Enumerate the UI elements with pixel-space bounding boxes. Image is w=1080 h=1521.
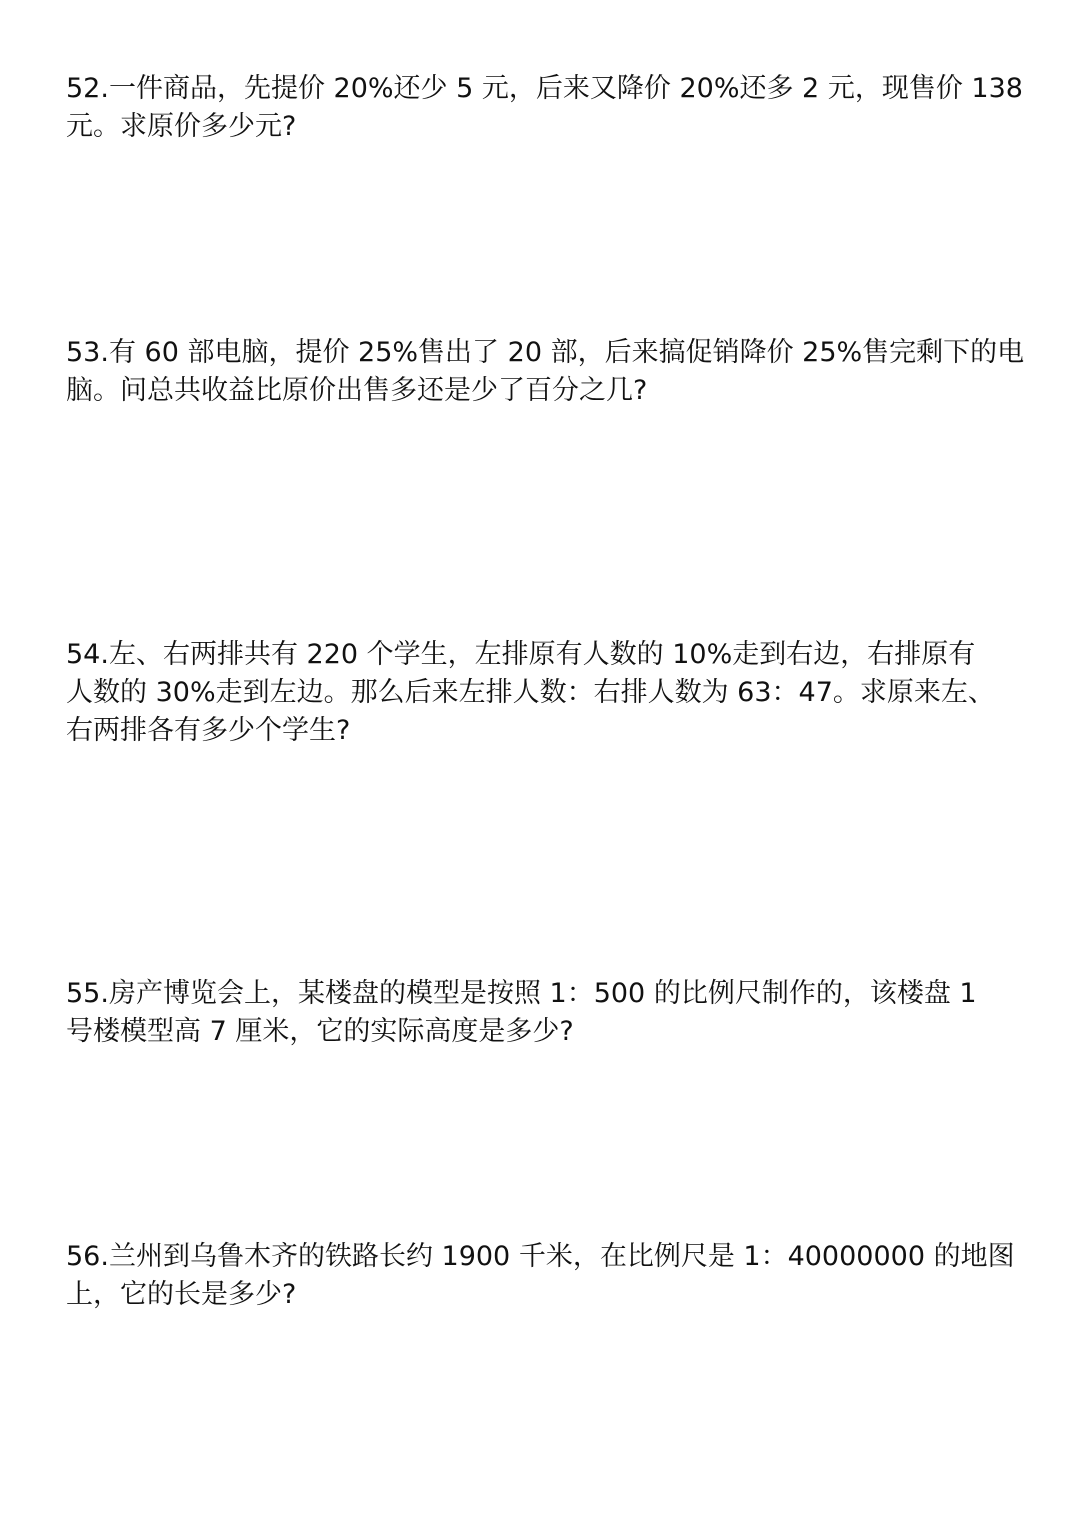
problem-56-line-2: 上，它的长是多少? <box>66 1279 297 1310</box>
problem-53-line-2: 脑。问总共收益比原价出售多还是少了百分之几? <box>66 375 648 406</box>
problem-56 <box>66 1238 1016 1314</box>
problem-54-line-1: 54.左、右两排共有 220 个学生，左排原有人数的 10%走到右边，右排原有 <box>66 639 976 670</box>
problem-52-line-2: 元。求原价多少元? <box>66 111 297 142</box>
problem-56-line-1: 56.兰州到乌鲁木齐的铁路长约 1900 千米，在比例尺是 1：40000000 的地图 <box>66 1241 1015 1272</box>
problem-55 <box>66 975 1016 1051</box>
problem-53-line-1: 53.有 60 部电脑，提价 25%售出了 20 部，后来搞促销降价 25%售完剩下的电 <box>66 337 1025 368</box>
problem-55-line-1: 55.房产博览会上，某楼盘的模型是按照 1：500 的比例尺制作的，该楼盘 1 <box>66 978 977 1009</box>
problem-52 <box>66 70 1023 146</box>
problem-54-line-3: 右两排各有多少个学生? <box>66 715 351 746</box>
problem-54-line-2: 人数的 30%走到左边。那么后来左排人数：右排人数为 63：47。求原来左、 <box>66 677 995 708</box>
problem-52-line-1: 52.一件商品，先提价 20%还少 5 元，后来又降价 20%还多 2 元，现售价 138 <box>66 73 1023 104</box>
problem-53 <box>66 334 1025 410</box>
problem-55-line-2: 号楼模型高 7 厘米，它的实际高度是多少? <box>66 1016 574 1047</box>
problem-54 <box>66 636 1016 750</box>
